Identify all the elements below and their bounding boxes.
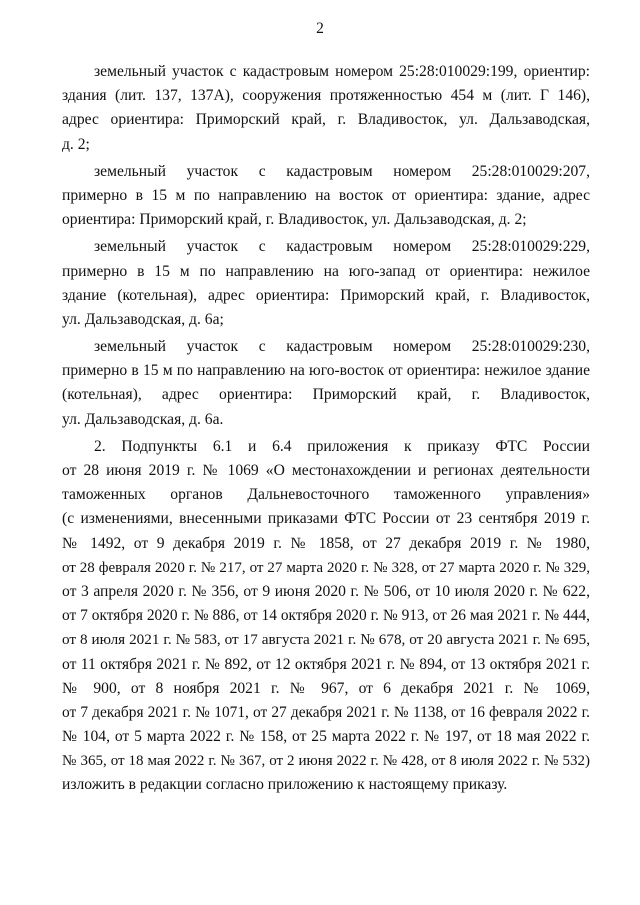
text-line: ул. Дальзаводская, д. 6а;	[62, 310, 224, 328]
text-line: здания (лит. 137, 137А), сооружения протяженностью 454 м (лит. Г 146),	[62, 87, 590, 105]
text-line: земельный участок с кадастровым номером 25:28:010029:229,	[94, 238, 590, 256]
paragraph-land-plot-230	[62, 335, 590, 432]
text-line: № 365, от 18 мая 2022 г. № 367, от 2 июня 2022 г. № 428, от 8 июля 2022 г. № 532)	[62, 753, 590, 770]
text-line: изложить в редакции согласно приложению к настоящему приказу.	[62, 776, 508, 794]
text-line: д. 2;	[62, 135, 90, 153]
text-line: от 28 июня 2019 г. № 1069 «О местонахождении и регионах деятельности	[62, 462, 590, 479]
text-line: № 104, от 5 марта 2022 г. № 158, от 25 марта 2022 г. № 197, от 18 мая 2022 г.	[62, 728, 590, 746]
text-line: от 8 июля 2021 г. № 583, от 17 августа 2021 г. № 678, от 20 августа 2021 г. № 695,	[62, 631, 590, 649]
text-line: адрес ориентира: Приморский край, г. Владивосток, ул. Дальзаводская,	[62, 111, 590, 129]
paragraph-land-plot-229	[62, 235, 590, 332]
text-line: (котельная), адрес ориентира: Приморский край, г. Владивосток,	[62, 386, 590, 404]
document-body	[62, 60, 590, 801]
paragraph-land-plot-207	[62, 160, 590, 233]
text-line: таможенных органов Дальневосточного таможенного управления»	[62, 486, 590, 504]
text-line: от 28 февраля 2020 г. № 217, от 27 марта 2020 г. № 328, от 27 марта 2020 г. № 329,	[62, 559, 590, 576]
page-number: 2	[316, 20, 324, 37]
text-line: примерно в 15 м по направлению на восток от ориентира: здание, адрес	[62, 186, 590, 204]
text-line: от 7 октября 2020 г. № 886, от 14 октября 2020 г. № 913, от 26 мая 2021 г. № 444,	[62, 607, 590, 625]
text-line: от 7 декабря 2021 г. № 1071, от 27 декабря 2021 г. № 1138, от 16 февраля 2022 г.	[62, 703, 590, 721]
text-line: примерно в 15 м по направлению на юго-восток от ориентира: нежилое здание	[62, 362, 590, 380]
text-line: (с изменениями, внесенными приказами ФТС России от 23 сентября 2019 г.	[62, 510, 590, 528]
text-line: ориентира: Приморский край, г. Владивосток, ул. Дальзаводская, д. 2;	[62, 211, 527, 229]
text-line: № 900, от 8 ноября 2021 г. № 967, от 6 декабря 2021 г. № 1069,	[62, 679, 590, 697]
text-line: земельный участок с кадастровым номером 25:28:010029:199, ориентир:	[94, 63, 590, 80]
text-line: земельный участок с кадастровым номером 25:28:010029:230,	[94, 338, 590, 356]
text-line: здание (котельная), адрес ориентира: Приморский край, г. Владивосток,	[62, 286, 590, 304]
text-line: от 3 апреля 2020 г. № 356, от 9 июня 2020 г. № 506, от 10 июля 2020 г. № 622,	[62, 582, 590, 600]
text-line: от 11 октября 2021 г. № 892, от 12 октября 2021 г. № 894, от 13 октября 2021 г.	[62, 655, 590, 673]
paragraph-land-plot-199	[62, 60, 590, 157]
text-line: земельный участок с кадастровым номером 25:28:010029:207,	[94, 162, 590, 180]
text-line: ул. Дальзаводская, д. 6а.	[62, 410, 224, 428]
text-line: № 1492, от 9 декабря 2019 г. № 1858, от 27 декабря 2019 г. № 1980,	[62, 534, 590, 552]
paragraph-item-2-amendments	[62, 435, 590, 798]
text-line: 2. Подпункты 6.1 и 6.4 приложения к приказу ФТС России	[94, 437, 590, 455]
text-line: примерно в 15 м по направлению на юго-запад от ориентира: нежилое	[62, 262, 590, 280]
